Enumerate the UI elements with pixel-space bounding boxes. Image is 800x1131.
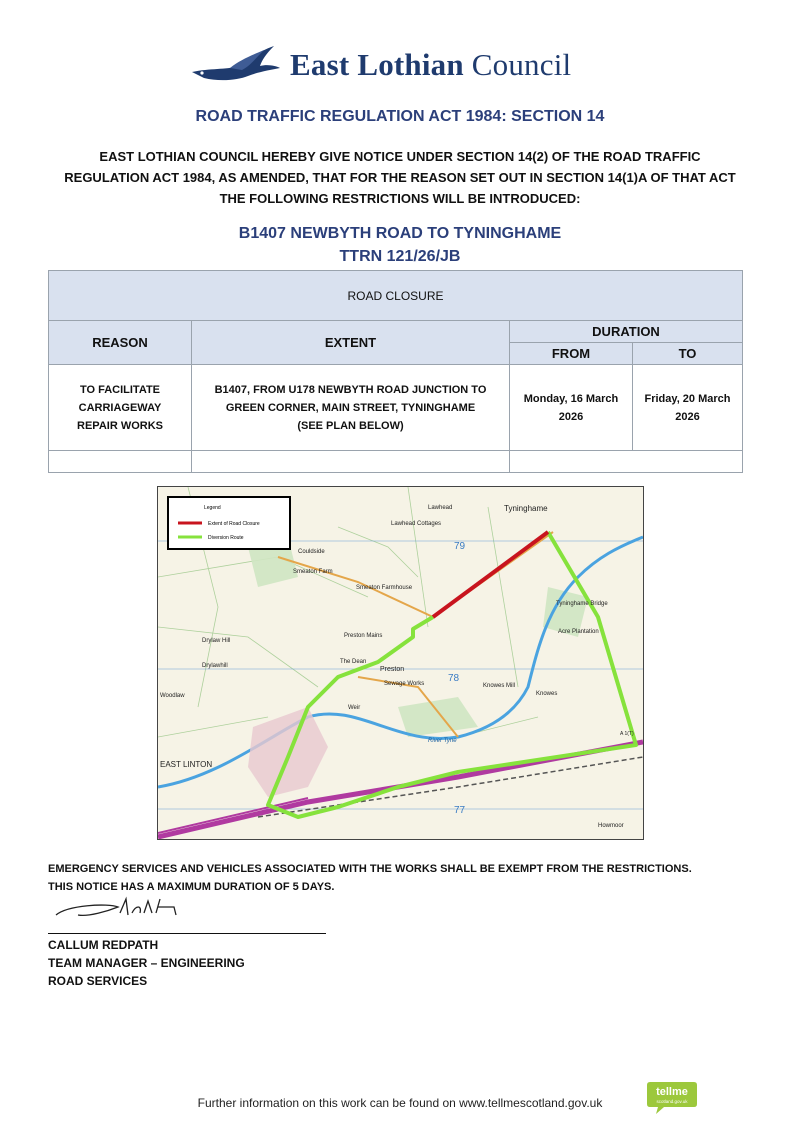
route-map	[157, 486, 644, 840]
notice-line: THE FOLLOWING RESTRICTIONS WILL BE INTRODUCED:	[219, 191, 581, 206]
from-cell: Monday, 16 March 2026	[510, 365, 633, 451]
extent-cell: B1407, FROM U178 NEWBYTH ROAD JUNCTION TO GREEN CORNER, MAIN STREET, TYNINGHAME (SEE PLAN BELOW)	[192, 365, 510, 451]
col-duration: DURATION	[510, 321, 743, 343]
council-name-light: Council	[471, 47, 572, 82]
council-name	[290, 47, 571, 83]
label-couldside: Couldside	[298, 549, 325, 555]
label-acre-plantation: Acre Plantation	[558, 629, 599, 635]
label-drylawhill: Drylawhill	[202, 663, 228, 669]
label-woodlaw: Woodlaw	[160, 693, 185, 699]
tellme-url: scotland.gov.uk	[656, 1099, 688, 1104]
max-duration-text: THIS NOTICE HAS A MAXIMUM DURATION OF 5 DAYS.	[48, 881, 335, 893]
signatory-department: ROAD SERVICES	[48, 974, 148, 988]
label-drylaw-hill: Drylaw Hill	[202, 638, 231, 644]
reason-cell: TO FACILITATE CARRIAGEWAY REPAIR WORKS	[49, 365, 192, 451]
road-title: B1407 NEWBYTH ROAD TO TYNINGHAME	[238, 225, 562, 242]
label-river-tyne: River Tyne	[428, 738, 457, 744]
label-the-dean: The Dean	[340, 659, 367, 665]
further-info: Further information on this work can be found on www.tellmescotland.gov.uk	[197, 1096, 603, 1110]
signatory-name: CALLUM REDPATH	[48, 938, 159, 952]
label-howmoor: Howmoor	[598, 823, 624, 829]
restriction-type: ROAD CLOSURE	[49, 271, 743, 321]
tellme-logo	[646, 1080, 698, 1116]
label-preston-mains: Preston Mains	[344, 633, 383, 639]
label-tyninghame: Tyninghame	[504, 504, 548, 513]
signature	[48, 895, 248, 925]
col-to: TO	[633, 343, 743, 365]
label-a1: A 1(T)	[620, 731, 634, 737]
road-heading	[0, 222, 800, 268]
label-tyninghame-bridge: Tyninghame Bridge	[556, 601, 608, 607]
label-east-linton: EAST LINTON	[160, 760, 213, 769]
signatory-title: TEAM MANAGER – ENGINEERING	[48, 956, 245, 970]
label-smeaton-farmhouse: Smeaton Farmhouse	[356, 585, 413, 591]
col-extent: EXTENT	[192, 321, 510, 365]
label-knowes-mill: Knowes Mill	[483, 683, 516, 689]
council-name-bold: East Lothian	[290, 47, 464, 82]
notice-line: REGULATION ACT 1984, AS AMENDED, THAT FOR THE REASON SET OUT IN SECTION 14(1)A OF THAT ACT	[64, 170, 736, 185]
label-smeaton-farm: Smeaton Farm	[293, 569, 333, 575]
eagle-icon	[190, 42, 282, 88]
council-logo	[190, 40, 610, 90]
label-grid-77: 77	[454, 805, 466, 816]
label-lawhead: Lawhead	[428, 505, 453, 511]
tellme-word: tellme	[656, 1086, 688, 1098]
notice-line: EAST LOTHIAN COUNCIL HEREBY GIVE NOTICE UNDER SECTION 14(2) OF THE ROAD TRAFFIC	[99, 149, 701, 164]
reference-number: TTRN 121/26/JB	[339, 248, 461, 265]
legend-title: Legend	[204, 505, 221, 511]
table-row-empty	[49, 451, 743, 473]
label-grid-79: 79	[454, 541, 466, 552]
map-legend	[168, 497, 290, 549]
notice-text	[40, 146, 760, 209]
legend-diversion-label: Diversion Route	[208, 535, 244, 541]
table-row	[49, 365, 743, 451]
exemption-text: EMERGENCY SERVICES AND VEHICLES ASSOCIATED WITH THE WORKS SHALL BE EXEMPT FROM THE RESTRICTIONS.	[48, 863, 692, 875]
signatory-block	[48, 936, 245, 990]
signature-line	[48, 933, 326, 934]
label-sewage-works: Sewage Works	[384, 681, 425, 687]
label-preston: Preston	[380, 666, 405, 673]
to-cell: Friday, 20 March 2026	[633, 365, 743, 451]
exemption-note	[48, 860, 750, 896]
label-weir: Weir	[348, 705, 361, 711]
legend-closure-label: Extent of Road Closure	[208, 521, 260, 527]
restriction-table	[48, 270, 743, 473]
col-reason: REASON	[49, 321, 192, 365]
label-lawhead-cottages: Lawhead Cottages	[391, 521, 442, 527]
label-grid-78: 78	[448, 673, 460, 684]
act-title: ROAD TRAFFIC REGULATION ACT 1984: SECTION 14	[195, 108, 605, 125]
label-knowes: Knowes	[536, 691, 558, 697]
col-from: FROM	[510, 343, 633, 365]
